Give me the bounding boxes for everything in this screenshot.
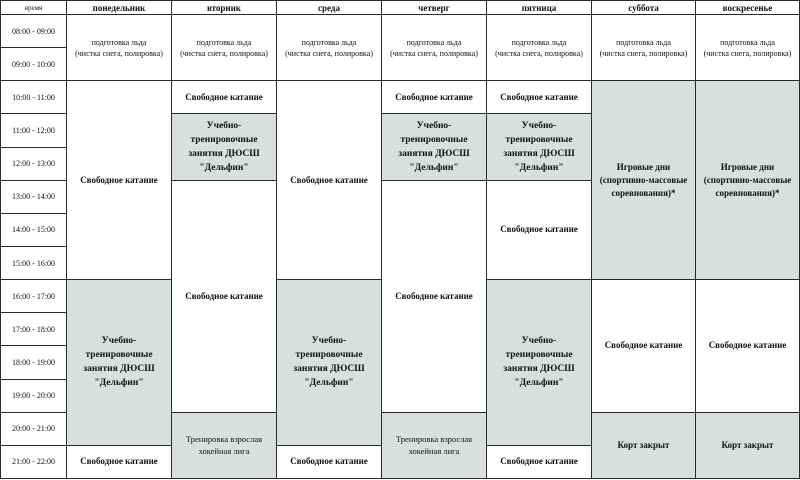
free-skating-saturday: Свободное катание: [592, 280, 696, 413]
ice-prep-friday: подготовка льда (чистка снега, полировка): [487, 15, 592, 81]
ice-prep-sunday: подготовка льда (чистка снега, полировка): [696, 15, 800, 81]
time-slot: 21:00 - 22:00: [1, 445, 67, 478]
table-row: [1, 81, 800, 114]
training-friday-evening: Учебно- тренировочные занятия ДЮСШ "Дельфин": [487, 280, 592, 446]
time-slot: 16:00 - 17:00: [1, 280, 67, 313]
ice-prep-thursday: подготовка льда (чистка снега, полировка): [382, 15, 487, 81]
day-header-thursday: четверг: [382, 1, 487, 15]
training-wednesday: Учебно- тренировочные занятия ДЮСШ "Дельфин": [277, 280, 382, 446]
adult-league-thursday: Тренировка взрослая хокейная лига: [382, 412, 487, 478]
adult-league-tuesday: Тренировка взрослая хокейная лига: [172, 412, 277, 478]
free-skating-tuesday-afternoon: Свободное катание: [172, 180, 277, 412]
game-days-saturday: Игровые дни (спортивно-массовые соревнования)*: [592, 81, 696, 280]
time-slot: 10:00 - 11:00: [1, 81, 67, 114]
training-monday: Учебно- тренировочные занятия ДЮСШ "Дельфин": [67, 280, 172, 446]
free-skating-wednesday-morning: Свободное катание: [277, 81, 382, 280]
day-header-saturday: суббота: [592, 1, 696, 15]
game-days-sunday: Игровые дни (спортивно-массовые соревнования)*: [696, 81, 800, 280]
table-row: [1, 15, 800, 48]
free-skating-monday-morning: Свободное катание: [67, 81, 172, 280]
time-slot: 20:00 - 21:00: [1, 412, 67, 445]
free-skating-thursday-afternoon: Свободное катание: [382, 180, 487, 412]
free-skating-sunday: Свободное катание: [696, 280, 800, 413]
free-skating-tuesday-morning: Свободное катание: [172, 81, 277, 114]
rink-closed-saturday: Корт закрыт: [592, 412, 696, 478]
time-slot: 15:00 - 16:00: [1, 246, 67, 279]
time-slot: 09:00 - 10:00: [1, 48, 67, 81]
free-skating-friday-morning: Свободное катание: [487, 81, 592, 114]
ice-prep-wednesday: подготовка льда (чистка снега, полировка): [277, 15, 382, 81]
day-header-monday: понедельник: [67, 1, 172, 15]
time-slot: 19:00 - 20:00: [1, 379, 67, 412]
rink-closed-sunday: Корт закрыт: [696, 412, 800, 478]
free-skating-wednesday-evening: Свободное катание: [277, 445, 382, 478]
training-tuesday: Учебно- тренировочные занятия ДЮСШ "Дельфин": [172, 114, 277, 180]
time-slot: 14:00 - 15:00: [1, 213, 67, 246]
day-header-tuesday: вторник: [172, 1, 277, 15]
header-row: [1, 1, 800, 15]
free-skating-monday-evening: Свободное катание: [67, 445, 172, 478]
day-header-friday: пятница: [487, 1, 592, 15]
ice-prep-saturday: подготовка льда (чистка снега, полировка): [592, 15, 696, 81]
free-skating-friday-afternoon: Свободное катание: [487, 180, 592, 279]
time-slot: 18:00 - 19:00: [1, 346, 67, 379]
free-skating-friday-evening: Свободное катание: [487, 445, 592, 478]
time-slot: 13:00 - 14:00: [1, 180, 67, 213]
time-slot: 08:00 - 09:00: [1, 15, 67, 48]
training-friday-morning: Учебно- тренировочные занятия ДЮСШ "Дельфин": [487, 114, 592, 180]
time-slot: 11:00 - 12:00: [1, 114, 67, 147]
ice-prep-monday: подготовка льда (чистка снега, полировка): [67, 15, 172, 81]
free-skating-thursday-morning: Свободное катание: [382, 81, 487, 114]
training-thursday: Учебно- тренировочные занятия ДЮСШ "Дельфин": [382, 114, 487, 180]
day-header-sunday: воскресенье: [696, 1, 800, 15]
ice-prep-tuesday: подготовка льда (чистка снега, полировка): [172, 15, 277, 81]
time-column-header: время: [1, 1, 67, 15]
time-slot: 17:00 - 18:00: [1, 313, 67, 346]
time-slot: 12:00 - 13:00: [1, 147, 67, 180]
day-header-wednesday: среда: [277, 1, 382, 15]
